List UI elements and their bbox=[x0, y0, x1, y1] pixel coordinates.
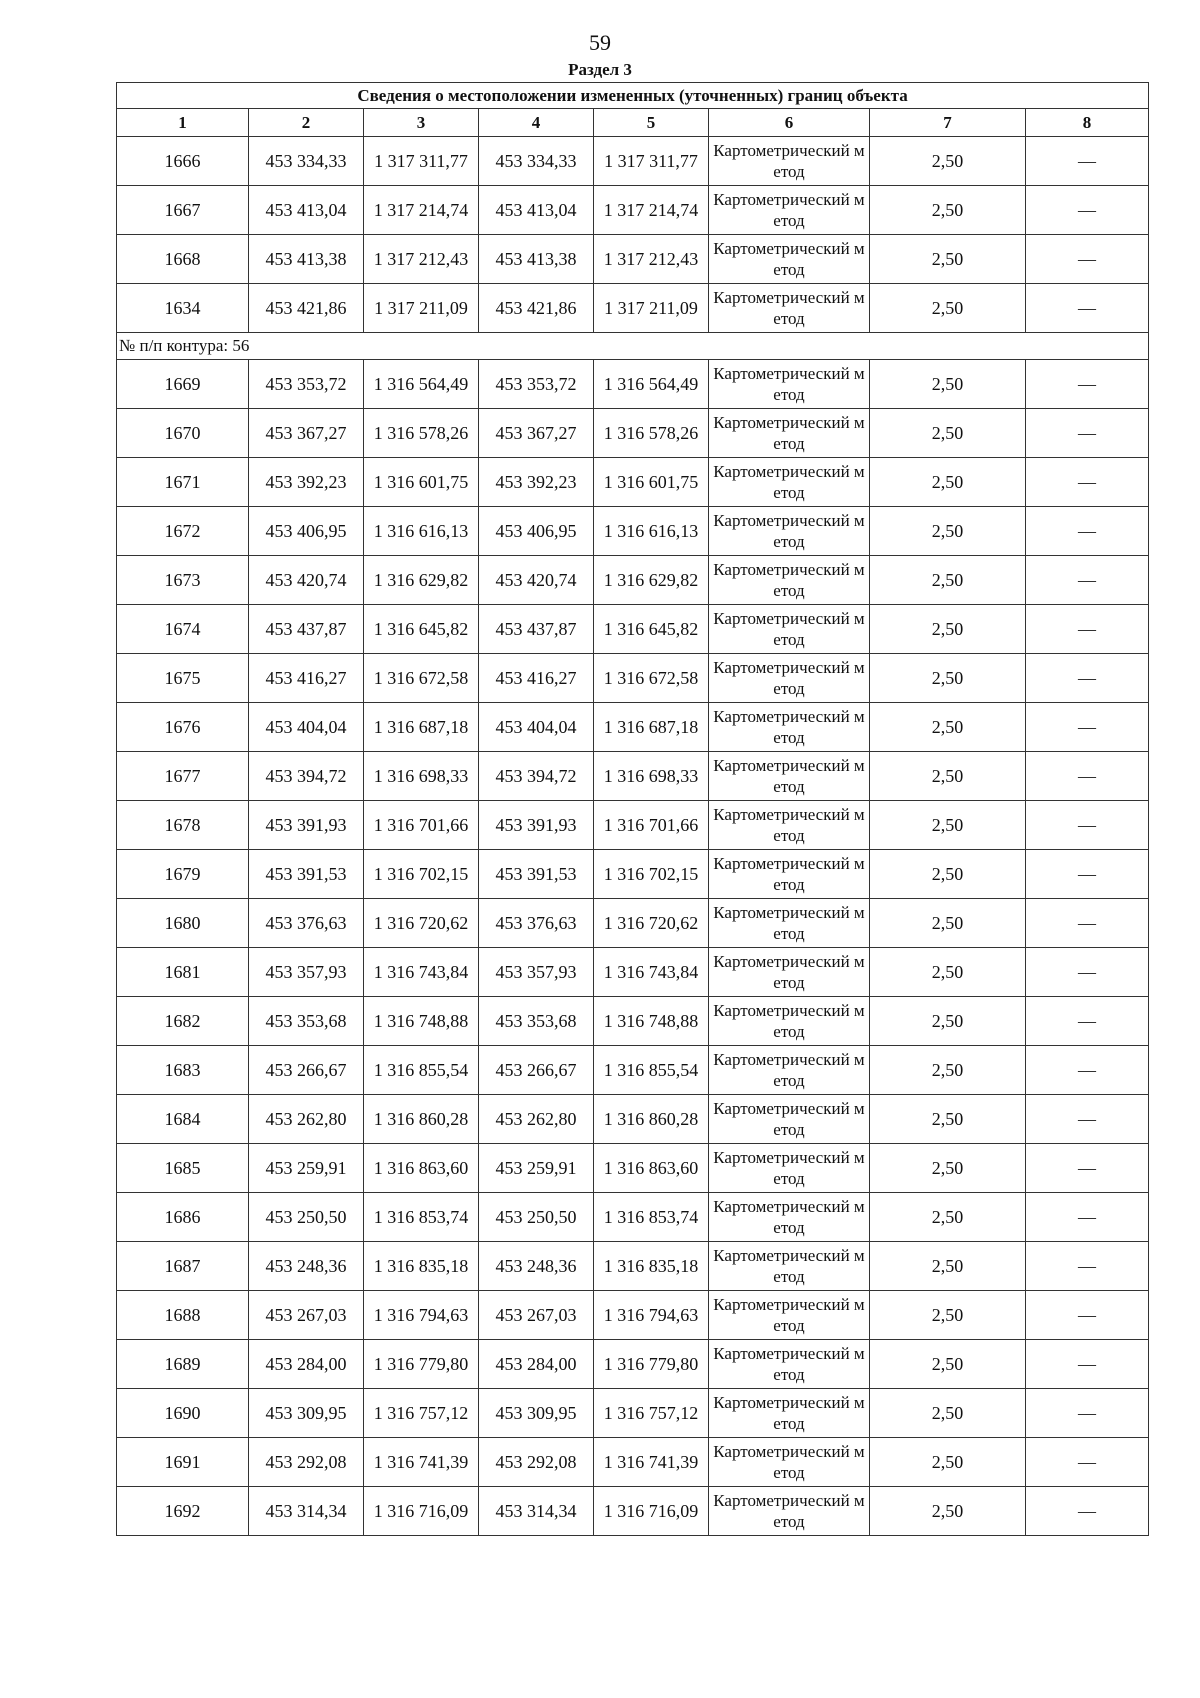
point-number-cell: 1671 bbox=[117, 458, 249, 507]
method-cell: Картометрический метод bbox=[709, 1095, 870, 1144]
precision-cell: 2,50 bbox=[870, 235, 1026, 284]
method-cell: Картометрический метод bbox=[709, 1193, 870, 1242]
point-number-cell: 1674 bbox=[117, 605, 249, 654]
point-number-cell: 1668 bbox=[117, 235, 249, 284]
description-cell: — bbox=[1026, 752, 1149, 801]
x-coordinate-new-cell: 453 292,08 bbox=[479, 1438, 594, 1487]
description-cell: — bbox=[1026, 605, 1149, 654]
description-cell: — bbox=[1026, 1046, 1149, 1095]
x-coordinate-new-cell: 453 420,74 bbox=[479, 556, 594, 605]
method-cell: Картометрический метод bbox=[709, 235, 870, 284]
x-coordinate-new-cell: 453 406,95 bbox=[479, 507, 594, 556]
precision-cell: 2,50 bbox=[870, 1291, 1026, 1340]
method-cell: Картометрический метод bbox=[709, 1242, 870, 1291]
y-coordinate-existing-cell: 1 316 794,63 bbox=[364, 1291, 479, 1340]
x-coordinate-new-cell: 453 334,33 bbox=[479, 137, 594, 186]
table-row bbox=[117, 801, 1149, 850]
description-cell: — bbox=[1026, 186, 1149, 235]
column-number: 8 bbox=[1026, 109, 1149, 137]
x-coordinate-existing-cell: 453 437,87 bbox=[249, 605, 364, 654]
method-cell: Картометрический метод bbox=[709, 703, 870, 752]
y-coordinate-existing-cell: 1 316 672,58 bbox=[364, 654, 479, 703]
description-cell: — bbox=[1026, 850, 1149, 899]
description-cell: — bbox=[1026, 409, 1149, 458]
description-cell: — bbox=[1026, 1242, 1149, 1291]
precision-cell: 2,50 bbox=[870, 458, 1026, 507]
x-coordinate-new-cell: 453 367,27 bbox=[479, 409, 594, 458]
precision-cell: 2,50 bbox=[870, 1046, 1026, 1095]
description-cell: — bbox=[1026, 458, 1149, 507]
precision-cell: 2,50 bbox=[870, 654, 1026, 703]
point-number-cell: 1690 bbox=[117, 1389, 249, 1438]
x-coordinate-existing-cell: 453 391,53 bbox=[249, 850, 364, 899]
y-coordinate-existing-cell: 1 316 701,66 bbox=[364, 801, 479, 850]
precision-cell: 2,50 bbox=[870, 186, 1026, 235]
x-coordinate-existing-cell: 453 314,34 bbox=[249, 1487, 364, 1536]
table-row bbox=[117, 284, 1149, 333]
precision-cell: 2,50 bbox=[870, 1438, 1026, 1487]
method-cell: Картометрический метод bbox=[709, 1389, 870, 1438]
method-cell: Картометрический метод bbox=[709, 1438, 870, 1487]
precision-cell: 2,50 bbox=[870, 997, 1026, 1046]
x-coordinate-new-cell: 453 416,27 bbox=[479, 654, 594, 703]
table-row bbox=[117, 360, 1149, 409]
y-coordinate-existing-cell: 1 317 214,74 bbox=[364, 186, 479, 235]
point-number-cell: 1673 bbox=[117, 556, 249, 605]
y-coordinate-existing-cell: 1 316 863,60 bbox=[364, 1144, 479, 1193]
y-coordinate-existing-cell: 1 317 311,77 bbox=[364, 137, 479, 186]
x-coordinate-existing-cell: 453 413,04 bbox=[249, 186, 364, 235]
point-number-cell: 1680 bbox=[117, 899, 249, 948]
y-coordinate-new-cell: 1 317 211,09 bbox=[594, 284, 709, 333]
y-coordinate-existing-cell: 1 316 629,82 bbox=[364, 556, 479, 605]
y-coordinate-existing-cell: 1 316 720,62 bbox=[364, 899, 479, 948]
column-number: 3 bbox=[364, 109, 479, 137]
point-number-cell: 1634 bbox=[117, 284, 249, 333]
table-row bbox=[117, 1389, 1149, 1438]
precision-cell: 2,50 bbox=[870, 284, 1026, 333]
x-coordinate-new-cell: 453 392,23 bbox=[479, 458, 594, 507]
method-cell: Картометрический метод bbox=[709, 605, 870, 654]
x-coordinate-existing-cell: 453 292,08 bbox=[249, 1438, 364, 1487]
x-coordinate-new-cell: 453 391,93 bbox=[479, 801, 594, 850]
y-coordinate-new-cell: 1 316 687,18 bbox=[594, 703, 709, 752]
point-number-cell: 1687 bbox=[117, 1242, 249, 1291]
table-row bbox=[117, 137, 1149, 186]
contour-label: № п/п контура: 56 bbox=[117, 333, 1149, 360]
description-cell: — bbox=[1026, 1340, 1149, 1389]
method-cell: Картометрический метод bbox=[709, 899, 870, 948]
x-coordinate-existing-cell: 453 416,27 bbox=[249, 654, 364, 703]
method-cell: Картометрический метод bbox=[709, 1046, 870, 1095]
y-coordinate-existing-cell: 1 316 601,75 bbox=[364, 458, 479, 507]
y-coordinate-existing-cell: 1 316 687,18 bbox=[364, 703, 479, 752]
precision-cell: 2,50 bbox=[870, 1095, 1026, 1144]
description-cell: — bbox=[1026, 1144, 1149, 1193]
description-cell: — bbox=[1026, 801, 1149, 850]
x-coordinate-existing-cell: 453 309,95 bbox=[249, 1389, 364, 1438]
description-cell: — bbox=[1026, 899, 1149, 948]
table-caption-row bbox=[117, 83, 1149, 109]
point-number-cell: 1689 bbox=[117, 1340, 249, 1389]
x-coordinate-new-cell: 453 314,34 bbox=[479, 1487, 594, 1536]
precision-cell: 2,50 bbox=[870, 1340, 1026, 1389]
precision-cell: 2,50 bbox=[870, 360, 1026, 409]
x-coordinate-new-cell: 453 413,04 bbox=[479, 186, 594, 235]
column-number: 2 bbox=[249, 109, 364, 137]
y-coordinate-new-cell: 1 316 757,12 bbox=[594, 1389, 709, 1438]
description-cell: — bbox=[1026, 654, 1149, 703]
y-coordinate-new-cell: 1 316 741,39 bbox=[594, 1438, 709, 1487]
point-number-cell: 1679 bbox=[117, 850, 249, 899]
y-coordinate-new-cell: 1 316 743,84 bbox=[594, 948, 709, 997]
description-cell: — bbox=[1026, 1291, 1149, 1340]
y-coordinate-existing-cell: 1 316 645,82 bbox=[364, 605, 479, 654]
method-cell: Картометрический метод bbox=[709, 997, 870, 1046]
precision-cell: 2,50 bbox=[870, 801, 1026, 850]
y-coordinate-existing-cell: 1 316 757,12 bbox=[364, 1389, 479, 1438]
x-coordinate-new-cell: 453 353,72 bbox=[479, 360, 594, 409]
method-cell: Картометрический метод bbox=[709, 137, 870, 186]
point-number-cell: 1683 bbox=[117, 1046, 249, 1095]
table-row bbox=[117, 458, 1149, 507]
method-cell: Картометрический метод bbox=[709, 1340, 870, 1389]
precision-cell: 2,50 bbox=[870, 1389, 1026, 1438]
precision-cell: 2,50 bbox=[870, 605, 1026, 654]
point-number-cell: 1692 bbox=[117, 1487, 249, 1536]
point-number-cell: 1676 bbox=[117, 703, 249, 752]
precision-cell: 2,50 bbox=[870, 409, 1026, 458]
table-row bbox=[117, 1291, 1149, 1340]
column-number: 6 bbox=[709, 109, 870, 137]
x-coordinate-new-cell: 453 413,38 bbox=[479, 235, 594, 284]
table-row bbox=[117, 507, 1149, 556]
y-coordinate-new-cell: 1 316 748,88 bbox=[594, 997, 709, 1046]
precision-cell: 2,50 bbox=[870, 948, 1026, 997]
point-number-cell: 1685 bbox=[117, 1144, 249, 1193]
x-coordinate-existing-cell: 453 250,50 bbox=[249, 1193, 364, 1242]
method-cell: Картометрический метод bbox=[709, 556, 870, 605]
x-coordinate-existing-cell: 453 404,04 bbox=[249, 703, 364, 752]
column-number: 1 bbox=[117, 109, 249, 137]
point-number-cell: 1669 bbox=[117, 360, 249, 409]
x-coordinate-existing-cell: 453 248,36 bbox=[249, 1242, 364, 1291]
y-coordinate-existing-cell: 1 316 741,39 bbox=[364, 1438, 479, 1487]
precision-cell: 2,50 bbox=[870, 850, 1026, 899]
y-coordinate-new-cell: 1 316 716,09 bbox=[594, 1487, 709, 1536]
description-cell: — bbox=[1026, 1389, 1149, 1438]
x-coordinate-existing-cell: 453 267,03 bbox=[249, 1291, 364, 1340]
x-coordinate-existing-cell: 453 334,33 bbox=[249, 137, 364, 186]
point-number-cell: 1677 bbox=[117, 752, 249, 801]
x-coordinate-new-cell: 453 266,67 bbox=[479, 1046, 594, 1095]
point-number-cell: 1688 bbox=[117, 1291, 249, 1340]
method-cell: Картометрический метод bbox=[709, 801, 870, 850]
section-title: Раздел 3 bbox=[568, 60, 632, 79]
method-cell: Картометрический метод bbox=[709, 458, 870, 507]
x-coordinate-new-cell: 453 391,53 bbox=[479, 850, 594, 899]
x-coordinate-existing-cell: 453 266,67 bbox=[249, 1046, 364, 1095]
x-coordinate-existing-cell: 453 394,72 bbox=[249, 752, 364, 801]
y-coordinate-existing-cell: 1 317 211,09 bbox=[364, 284, 479, 333]
precision-cell: 2,50 bbox=[870, 703, 1026, 752]
table-row bbox=[117, 654, 1149, 703]
table-row bbox=[117, 1340, 1149, 1389]
method-cell: Картометрический метод bbox=[709, 752, 870, 801]
y-coordinate-existing-cell: 1 316 743,84 bbox=[364, 948, 479, 997]
point-number-cell: 1667 bbox=[117, 186, 249, 235]
y-coordinate-new-cell: 1 316 779,80 bbox=[594, 1340, 709, 1389]
precision-cell: 2,50 bbox=[870, 1242, 1026, 1291]
x-coordinate-existing-cell: 453 353,72 bbox=[249, 360, 364, 409]
x-coordinate-new-cell: 453 437,87 bbox=[479, 605, 594, 654]
page-number: 59 bbox=[589, 30, 611, 55]
x-coordinate-new-cell: 453 259,91 bbox=[479, 1144, 594, 1193]
y-coordinate-existing-cell: 1 317 212,43 bbox=[364, 235, 479, 284]
table-row bbox=[117, 997, 1149, 1046]
method-cell: Картометрический метод bbox=[709, 409, 870, 458]
y-coordinate-new-cell: 1 316 794,63 bbox=[594, 1291, 709, 1340]
point-number-cell: 1682 bbox=[117, 997, 249, 1046]
coordinates-table bbox=[116, 82, 1149, 1536]
y-coordinate-new-cell: 1 316 863,60 bbox=[594, 1144, 709, 1193]
y-coordinate-new-cell: 1 316 601,75 bbox=[594, 458, 709, 507]
method-cell: Картометрический метод bbox=[709, 850, 870, 899]
point-number-cell: 1675 bbox=[117, 654, 249, 703]
table-row bbox=[117, 556, 1149, 605]
y-coordinate-new-cell: 1 316 853,74 bbox=[594, 1193, 709, 1242]
column-number: 5 bbox=[594, 109, 709, 137]
x-coordinate-new-cell: 453 250,50 bbox=[479, 1193, 594, 1242]
x-coordinate-new-cell: 453 262,80 bbox=[479, 1095, 594, 1144]
table-row bbox=[117, 850, 1149, 899]
x-coordinate-existing-cell: 453 406,95 bbox=[249, 507, 364, 556]
precision-cell: 2,50 bbox=[870, 1487, 1026, 1536]
y-coordinate-new-cell: 1 316 702,15 bbox=[594, 850, 709, 899]
method-cell: Картометрический метод bbox=[709, 654, 870, 703]
y-coordinate-new-cell: 1 316 616,13 bbox=[594, 507, 709, 556]
precision-cell: 2,50 bbox=[870, 137, 1026, 186]
description-cell: — bbox=[1026, 703, 1149, 752]
x-coordinate-new-cell: 453 267,03 bbox=[479, 1291, 594, 1340]
y-coordinate-new-cell: 1 316 860,28 bbox=[594, 1095, 709, 1144]
x-coordinate-new-cell: 453 421,86 bbox=[479, 284, 594, 333]
method-cell: Картометрический метод bbox=[709, 186, 870, 235]
description-cell: — bbox=[1026, 507, 1149, 556]
x-coordinate-existing-cell: 453 420,74 bbox=[249, 556, 364, 605]
x-coordinate-existing-cell: 453 353,68 bbox=[249, 997, 364, 1046]
y-coordinate-existing-cell: 1 316 716,09 bbox=[364, 1487, 479, 1536]
table-row bbox=[117, 186, 1149, 235]
y-coordinate-existing-cell: 1 316 835,18 bbox=[364, 1242, 479, 1291]
x-coordinate-existing-cell: 453 284,00 bbox=[249, 1340, 364, 1389]
x-coordinate-new-cell: 453 284,00 bbox=[479, 1340, 594, 1389]
method-cell: Картометрический метод bbox=[709, 507, 870, 556]
x-coordinate-existing-cell: 453 392,23 bbox=[249, 458, 364, 507]
x-coordinate-new-cell: 453 353,68 bbox=[479, 997, 594, 1046]
x-coordinate-existing-cell: 453 413,38 bbox=[249, 235, 364, 284]
point-number-cell: 1681 bbox=[117, 948, 249, 997]
y-coordinate-new-cell: 1 316 578,26 bbox=[594, 409, 709, 458]
y-coordinate-existing-cell: 1 316 564,49 bbox=[364, 360, 479, 409]
y-coordinate-existing-cell: 1 316 616,13 bbox=[364, 507, 479, 556]
x-coordinate-existing-cell: 453 259,91 bbox=[249, 1144, 364, 1193]
column-number: 4 bbox=[479, 109, 594, 137]
y-coordinate-new-cell: 1 316 564,49 bbox=[594, 360, 709, 409]
x-coordinate-new-cell: 453 248,36 bbox=[479, 1242, 594, 1291]
y-coordinate-new-cell: 1 316 645,82 bbox=[594, 605, 709, 654]
x-coordinate-existing-cell: 453 357,93 bbox=[249, 948, 364, 997]
method-cell: Картометрический метод bbox=[709, 948, 870, 997]
method-cell: Картометрический метод bbox=[709, 360, 870, 409]
y-coordinate-new-cell: 1 316 855,54 bbox=[594, 1046, 709, 1095]
precision-cell: 2,50 bbox=[870, 752, 1026, 801]
table-row bbox=[117, 1095, 1149, 1144]
y-coordinate-new-cell: 1 316 720,62 bbox=[594, 899, 709, 948]
y-coordinate-existing-cell: 1 316 860,28 bbox=[364, 1095, 479, 1144]
table-caption: Сведения о местоположении измененных (уточненных) границ объекта bbox=[117, 83, 1149, 109]
table-row bbox=[117, 1487, 1149, 1536]
table-row bbox=[117, 1438, 1149, 1487]
method-cell: Картометрический метод bbox=[709, 284, 870, 333]
y-coordinate-new-cell: 1 317 212,43 bbox=[594, 235, 709, 284]
y-coordinate-new-cell: 1 316 835,18 bbox=[594, 1242, 709, 1291]
table-row bbox=[117, 752, 1149, 801]
description-cell: — bbox=[1026, 235, 1149, 284]
description-cell: — bbox=[1026, 1487, 1149, 1536]
description-cell: — bbox=[1026, 1095, 1149, 1144]
y-coordinate-existing-cell: 1 316 855,54 bbox=[364, 1046, 479, 1095]
y-coordinate-new-cell: 1 317 311,77 bbox=[594, 137, 709, 186]
table-row bbox=[117, 409, 1149, 458]
y-coordinate-new-cell: 1 316 698,33 bbox=[594, 752, 709, 801]
contour-row bbox=[117, 333, 1149, 360]
y-coordinate-existing-cell: 1 316 779,80 bbox=[364, 1340, 479, 1389]
point-number-cell: 1684 bbox=[117, 1095, 249, 1144]
point-number-cell: 1686 bbox=[117, 1193, 249, 1242]
column-number: 7 bbox=[870, 109, 1026, 137]
description-cell: — bbox=[1026, 1438, 1149, 1487]
x-coordinate-new-cell: 453 404,04 bbox=[479, 703, 594, 752]
x-coordinate-existing-cell: 453 391,93 bbox=[249, 801, 364, 850]
description-cell: — bbox=[1026, 997, 1149, 1046]
point-number-cell: 1691 bbox=[117, 1438, 249, 1487]
point-number-cell: 1672 bbox=[117, 507, 249, 556]
precision-cell: 2,50 bbox=[870, 1193, 1026, 1242]
description-cell: — bbox=[1026, 284, 1149, 333]
description-cell: — bbox=[1026, 556, 1149, 605]
method-cell: Картометрический метод bbox=[709, 1487, 870, 1536]
method-cell: Картометрический метод bbox=[709, 1291, 870, 1340]
description-cell: — bbox=[1026, 137, 1149, 186]
x-coordinate-existing-cell: 453 262,80 bbox=[249, 1095, 364, 1144]
description-cell: — bbox=[1026, 1193, 1149, 1242]
description-cell: — bbox=[1026, 948, 1149, 997]
y-coordinate-new-cell: 1 316 672,58 bbox=[594, 654, 709, 703]
y-coordinate-existing-cell: 1 316 578,26 bbox=[364, 409, 479, 458]
table-row bbox=[117, 703, 1149, 752]
x-coordinate-new-cell: 453 376,63 bbox=[479, 899, 594, 948]
precision-cell: 2,50 bbox=[870, 899, 1026, 948]
y-coordinate-existing-cell: 1 316 702,15 bbox=[364, 850, 479, 899]
x-coordinate-new-cell: 453 309,95 bbox=[479, 1389, 594, 1438]
table-row bbox=[117, 1242, 1149, 1291]
point-number-cell: 1666 bbox=[117, 137, 249, 186]
x-coordinate-existing-cell: 453 367,27 bbox=[249, 409, 364, 458]
table-row bbox=[117, 899, 1149, 948]
table-body bbox=[117, 137, 1149, 1536]
y-coordinate-existing-cell: 1 316 698,33 bbox=[364, 752, 479, 801]
table-row bbox=[117, 605, 1149, 654]
y-coordinate-new-cell: 1 316 701,66 bbox=[594, 801, 709, 850]
table-row bbox=[117, 1193, 1149, 1242]
x-coordinate-existing-cell: 453 421,86 bbox=[249, 284, 364, 333]
y-coordinate-new-cell: 1 317 214,74 bbox=[594, 186, 709, 235]
table-row bbox=[117, 1046, 1149, 1095]
method-cell: Картометрический метод bbox=[709, 1144, 870, 1193]
table-row bbox=[117, 235, 1149, 284]
table-row bbox=[117, 948, 1149, 997]
precision-cell: 2,50 bbox=[870, 1144, 1026, 1193]
description-cell: — bbox=[1026, 360, 1149, 409]
precision-cell: 2,50 bbox=[870, 507, 1026, 556]
x-coordinate-existing-cell: 453 376,63 bbox=[249, 899, 364, 948]
x-coordinate-new-cell: 453 394,72 bbox=[479, 752, 594, 801]
table-row bbox=[117, 1144, 1149, 1193]
y-coordinate-new-cell: 1 316 629,82 bbox=[594, 556, 709, 605]
point-number-cell: 1670 bbox=[117, 409, 249, 458]
y-coordinate-existing-cell: 1 316 853,74 bbox=[364, 1193, 479, 1242]
y-coordinate-existing-cell: 1 316 748,88 bbox=[364, 997, 479, 1046]
column-number-row bbox=[117, 109, 1149, 137]
point-number-cell: 1678 bbox=[117, 801, 249, 850]
precision-cell: 2,50 bbox=[870, 556, 1026, 605]
x-coordinate-new-cell: 453 357,93 bbox=[479, 948, 594, 997]
